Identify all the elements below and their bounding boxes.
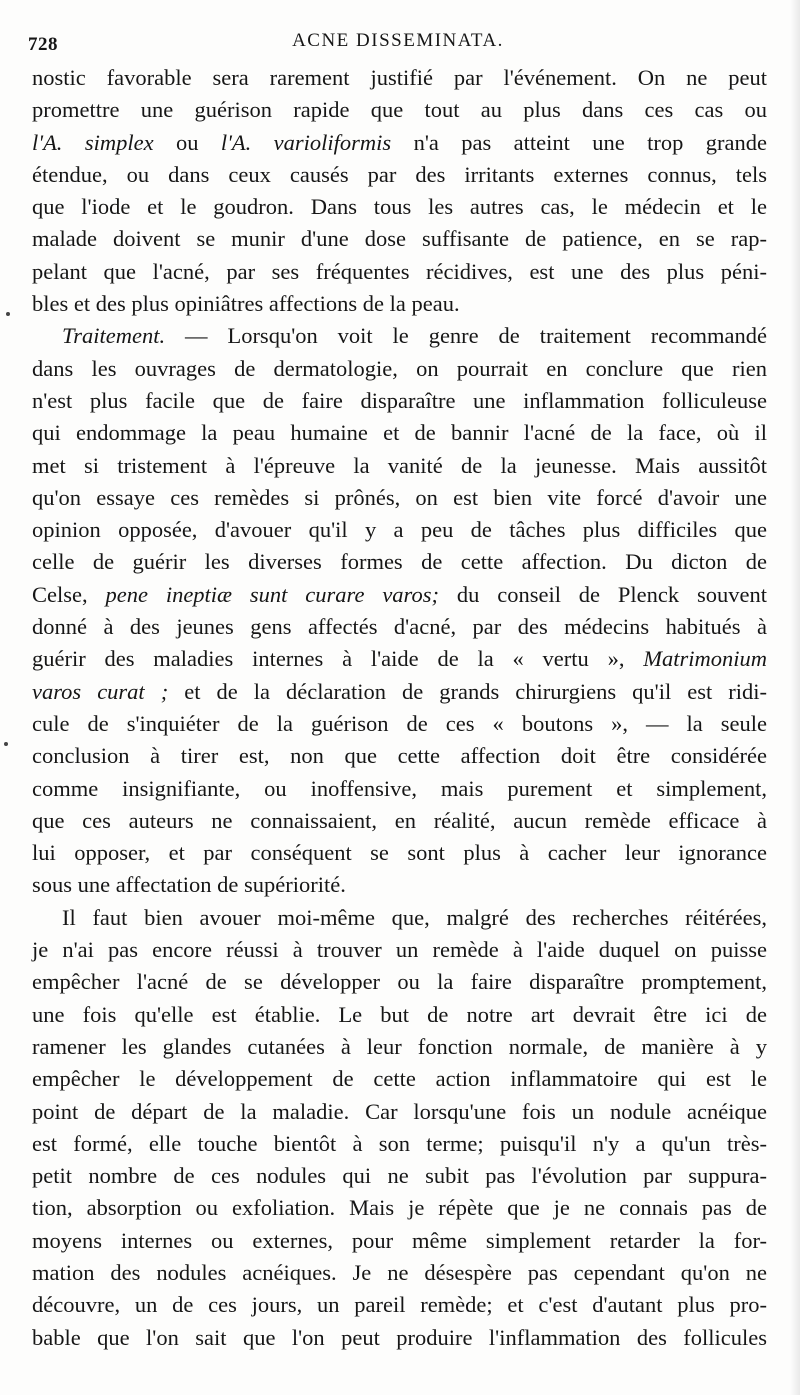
text-segment: Il faut bien avouer moi-même que, malgré des recherches réitérées, [62, 904, 767, 930]
text-line [32, 611, 767, 643]
text-segment: empêcher le développement de cette action inflammatoire qui est le [32, 1066, 767, 1092]
text-segment: guérir des maladies internes à l'aide de la « vertu », [32, 646, 644, 672]
page-number: 728 [28, 34, 58, 55]
italic-text: pene ineptiæ sunt curare varos; [105, 581, 439, 607]
text-segment: comme insignifiante, ou inoffensive, mais purement et simplement, [32, 775, 767, 801]
text-segment: celle de guérir les diverses formes de cette affection. Du dicton de [32, 549, 767, 575]
text-line [32, 159, 767, 191]
text-line [32, 353, 767, 385]
text-segment: et de la déclaration de grands chirurgiens qu'il est ridi- [168, 678, 767, 704]
body-text [32, 62, 767, 1354]
text-segment: dans les ouvrages de dermatologie, on pourrait en conclure que rien [32, 355, 767, 381]
text-line [32, 643, 767, 675]
italic-text: Matrimonium [643, 646, 767, 672]
text-line [32, 1289, 767, 1321]
text-segment: empêcher l'acné de se développer ou la faire disparaître promptement, [32, 969, 767, 995]
text-line [32, 676, 767, 708]
text-segment: qui endommage la peau humaine et de bannir l'acné de la face, où il [32, 420, 767, 446]
text-line [32, 1031, 767, 1063]
italic-text: Traitement. [62, 323, 166, 349]
text-segment: sous une affectation de supériorité. [32, 872, 346, 898]
text-segment: conclusion à tirer est, non que cette affection doit être considérée [32, 743, 767, 769]
running-title: ACNE DISSEMINATA. [292, 30, 504, 51]
text-line [32, 223, 767, 255]
text-line [32, 1225, 767, 1257]
text-segment: moyens internes ou externes, pour même simplement retarder la for- [32, 1227, 767, 1253]
text-line [32, 191, 767, 223]
text-line [32, 514, 767, 546]
text-line [32, 1322, 767, 1354]
text-line [32, 450, 767, 482]
page-header [28, 30, 768, 60]
text-segment: met si tristement à l'épreuve la vanité de la jeunesse. Mais aussitôt [32, 452, 767, 478]
text-line [32, 1192, 767, 1224]
text-segment: découvre, un de ces jours, un pareil remède; et c'est d'autant plus pro- [32, 1292, 767, 1318]
text-line [32, 579, 767, 611]
text-segment: n'est plus facile que de faire disparaître une inflammation folliculeuse [32, 387, 767, 413]
text-line [32, 934, 767, 966]
text-line [32, 482, 767, 514]
text-segment: mation des nodules acnéiques. Je ne désespère pas cependant qu'on ne [32, 1259, 767, 1285]
text-line [32, 385, 767, 417]
text-segment: tion, absorption ou exfoliation. Mais je répète que je ne connais pas de [32, 1195, 767, 1221]
text-segment: donné à des jeunes gens affectés d'acné, par des médecins habitués à [32, 614, 767, 640]
text-line [32, 999, 767, 1031]
text-segment: que l'iode et le goudron. Dans tous les autres cas, le médecin et le [32, 194, 767, 220]
text-line [32, 837, 767, 869]
text-segment: malade doivent se munir d'une dose suffisante de patience, en se rap- [32, 226, 767, 252]
page-spine-shadow [790, 0, 800, 1395]
text-segment: une fois qu'elle est établie. Le but de notre art devrait être ici de [32, 1001, 767, 1027]
italic-text: l'A. simplex [32, 129, 154, 155]
text-line [32, 256, 767, 288]
text-line [32, 288, 767, 320]
text-segment: opinion opposée, d'avouer qu'il y a peu de tâches plus difficiles que [32, 517, 767, 543]
text-line [32, 740, 767, 772]
text-segment: — Lorsqu'on voit le genre de traitement recommandé [165, 323, 767, 349]
text-segment: ramener les glandes cutanées à leur fonction normale, de manière à y [32, 1033, 767, 1059]
text-segment: bles et des plus opiniâtres affections de la peau. [32, 291, 460, 317]
text-segment: n'a pas atteint une trop grande [391, 129, 767, 155]
text-segment: cule de s'inquiéter de la guérison de ces « boutons », — la seule [32, 710, 767, 736]
text-segment: ou [153, 129, 221, 155]
text-segment: qu'on essaye ces remèdes si prônés, on est bien vite forcé d'avoir une [32, 484, 767, 510]
text-line [32, 1063, 767, 1095]
text-segment: nostic favorable sera rarement justifié par l'événement. On ne peut [32, 65, 767, 90]
text-segment: Celse, [32, 581, 106, 607]
text-line [32, 62, 767, 94]
text-segment: point de départ de la maladie. Car lorsqu'une fois un nodule acnéique [32, 1098, 767, 1124]
margin-mark [4, 742, 8, 746]
text-segment: étendue, ou dans ceux causés par des irritants externes connus, tels [32, 161, 767, 187]
text-line [32, 127, 767, 159]
text-line [32, 773, 767, 805]
text-line [32, 902, 767, 934]
text-segment: je n'ai pas encore réussi à trouver un remède à l'aide duquel on puisse [32, 937, 767, 963]
text-segment: lui opposer, et par conséquent se sont plus à cacher leur ignorance [32, 840, 767, 866]
text-segment: promettre une guérison rapide que tout au plus dans ces cas ou [32, 97, 767, 123]
text-line [32, 546, 767, 578]
text-line [32, 1128, 767, 1160]
text-line [32, 417, 767, 449]
text-line [32, 1257, 767, 1289]
text-line [32, 320, 767, 352]
text-line [32, 805, 767, 837]
text-line [32, 1096, 767, 1128]
italic-text: l'A. varioliformis [220, 129, 392, 155]
text-line [32, 966, 767, 998]
text-line [32, 869, 767, 901]
text-segment: du conseil de Plenck souvent [438, 581, 767, 607]
text-segment: que ces auteurs ne connaissaient, en réalité, aucun remède efficace à [32, 807, 767, 833]
italic-text: varos curat ; [32, 678, 169, 704]
text-line [32, 1160, 767, 1192]
text-line [32, 708, 767, 740]
text-segment: bable que l'on sait que l'on peut produire l'inflammation des follicules [32, 1324, 767, 1350]
text-segment: petit nombre de ces nodules qui ne subit pas l'évolution par suppura- [32, 1163, 767, 1189]
text-segment: est formé, elle touche bientôt à son terme; puisqu'il n'y a qu'un très- [32, 1130, 767, 1156]
margin-mark [6, 312, 10, 316]
text-segment: pelant que l'acné, par ses fréquentes récidives, est une des plus péni- [32, 258, 767, 284]
text-line [32, 94, 767, 126]
